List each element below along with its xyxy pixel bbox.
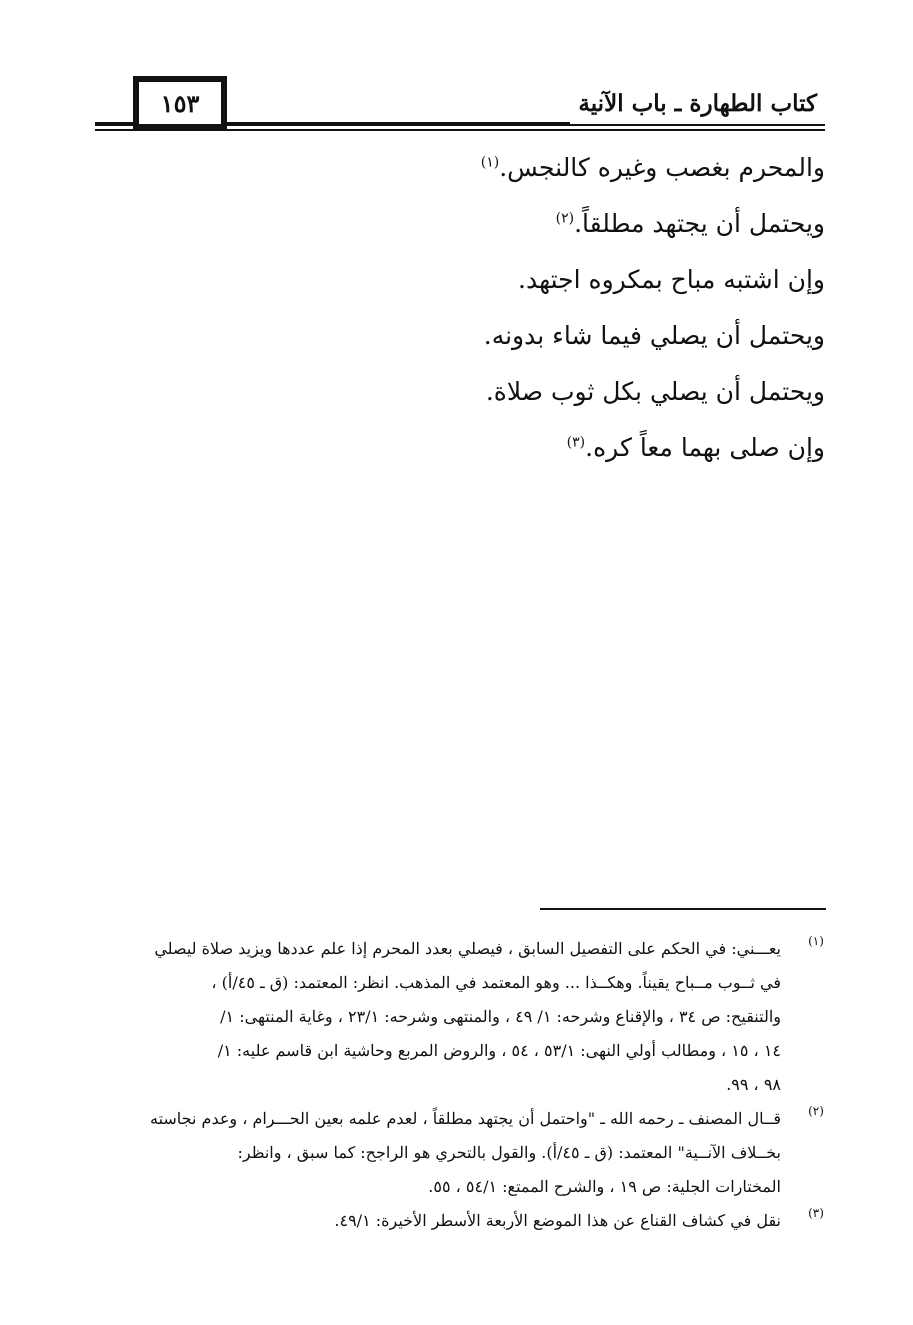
- footnote-line: يعـــني: في الحكم على التفصيل السابق ، فيصلي بعدد المحرم إذا علم عددها ويزيد صلاة ليصلي: [154, 939, 781, 958]
- footnote-ref[interactable]: (٢): [555, 210, 575, 227]
- footnote-line: ٩٨ ، ٩٩.: [726, 1075, 781, 1094]
- main-line-text: والمحرم بغصب وغيره كالنجس.: [499, 153, 825, 182]
- footnote-line: نقل في كشاف القناع عن هذا الموضع الأربعة الأسطر الأخيرة: ٤٩/١.: [334, 1211, 781, 1230]
- main-line-text: ويحتمل أن يصلي بكل ثوب صلاة.: [485, 377, 825, 406]
- footnote-3: [95, 1204, 825, 1238]
- main-line-text: وإن صلى بهما معاً كره.: [585, 433, 825, 462]
- page-number: ١٥٣: [160, 88, 200, 118]
- footnote-line: قــال المصنف ـ رحمه الله ـ "واحتمل أن يجتهد مطلقاً ، لعدم علمه بعين الحـــرام ، وعدم نجاسته: [149, 1109, 781, 1128]
- footnote-body: [95, 1204, 781, 1238]
- footnote-line: والتنقيح: ص ٣٤ ، والإقناع وشرحه: ١/ ٤٩ ، والمنتهى وشرحه: ٢٣/١ ، وغاية المنتهى: ١/: [220, 1007, 781, 1026]
- footnote-line: في ثــوب مــباح يقيناً. وهكــذا ... وهو المعتمد في المذهب. انظر: المعتمد: (ق ـ ٤٥/أ) ،: [211, 973, 781, 992]
- main-text: [105, 140, 825, 476]
- main-line-text: ويحتمل أن يجتهد مطلقاً.: [574, 209, 825, 238]
- footnote-2: [95, 1102, 825, 1204]
- footnote-ref[interactable]: (٣): [566, 434, 586, 451]
- footnote-body: [95, 1102, 781, 1204]
- footnote-separator: [540, 908, 826, 910]
- footnote-body: [95, 932, 781, 1102]
- main-line: [105, 420, 825, 476]
- footnote-line: المختارات الجلية: ص ١٩ ، والشرح الممتع: ٥٤/١ ، ٥٥.: [428, 1177, 781, 1196]
- main-line: [105, 308, 825, 364]
- footnote-line: بخــلاف الآنــية" المعتمد: (ق ـ ٤٥/أ). والقول بالتحري هو الراجح: كما سبق ، وانظر:: [237, 1143, 781, 1162]
- footnote-number: (٣): [808, 1206, 824, 1220]
- main-line: [105, 140, 825, 196]
- footnote-number: (١): [808, 934, 824, 948]
- page-header: [0, 0, 913, 140]
- page-number-box: [133, 76, 227, 130]
- footnote-number: (٢): [808, 1104, 824, 1118]
- footnote-1: [95, 932, 825, 1102]
- main-line-text: وإن اشتبه مباح بمكروه اجتهد.: [518, 265, 825, 294]
- footnote-line: ١٤ ، ١٥ ، ومطالب أولي النهى: ٥٣/١ ، ٥٤ ، والروض المربع وحاشية ابن قاسم عليه: ١/: [217, 1041, 781, 1060]
- main-line-text: ويحتمل أن يصلي فيما شاء بدونه.: [483, 321, 825, 350]
- running-title: كتاب الطهارة ـ باب الآنية: [570, 90, 825, 124]
- main-line: [105, 196, 825, 252]
- footnotes: [95, 932, 825, 1238]
- main-line: [105, 364, 825, 420]
- footnote-ref[interactable]: (١): [480, 154, 500, 171]
- main-line: [105, 252, 825, 308]
